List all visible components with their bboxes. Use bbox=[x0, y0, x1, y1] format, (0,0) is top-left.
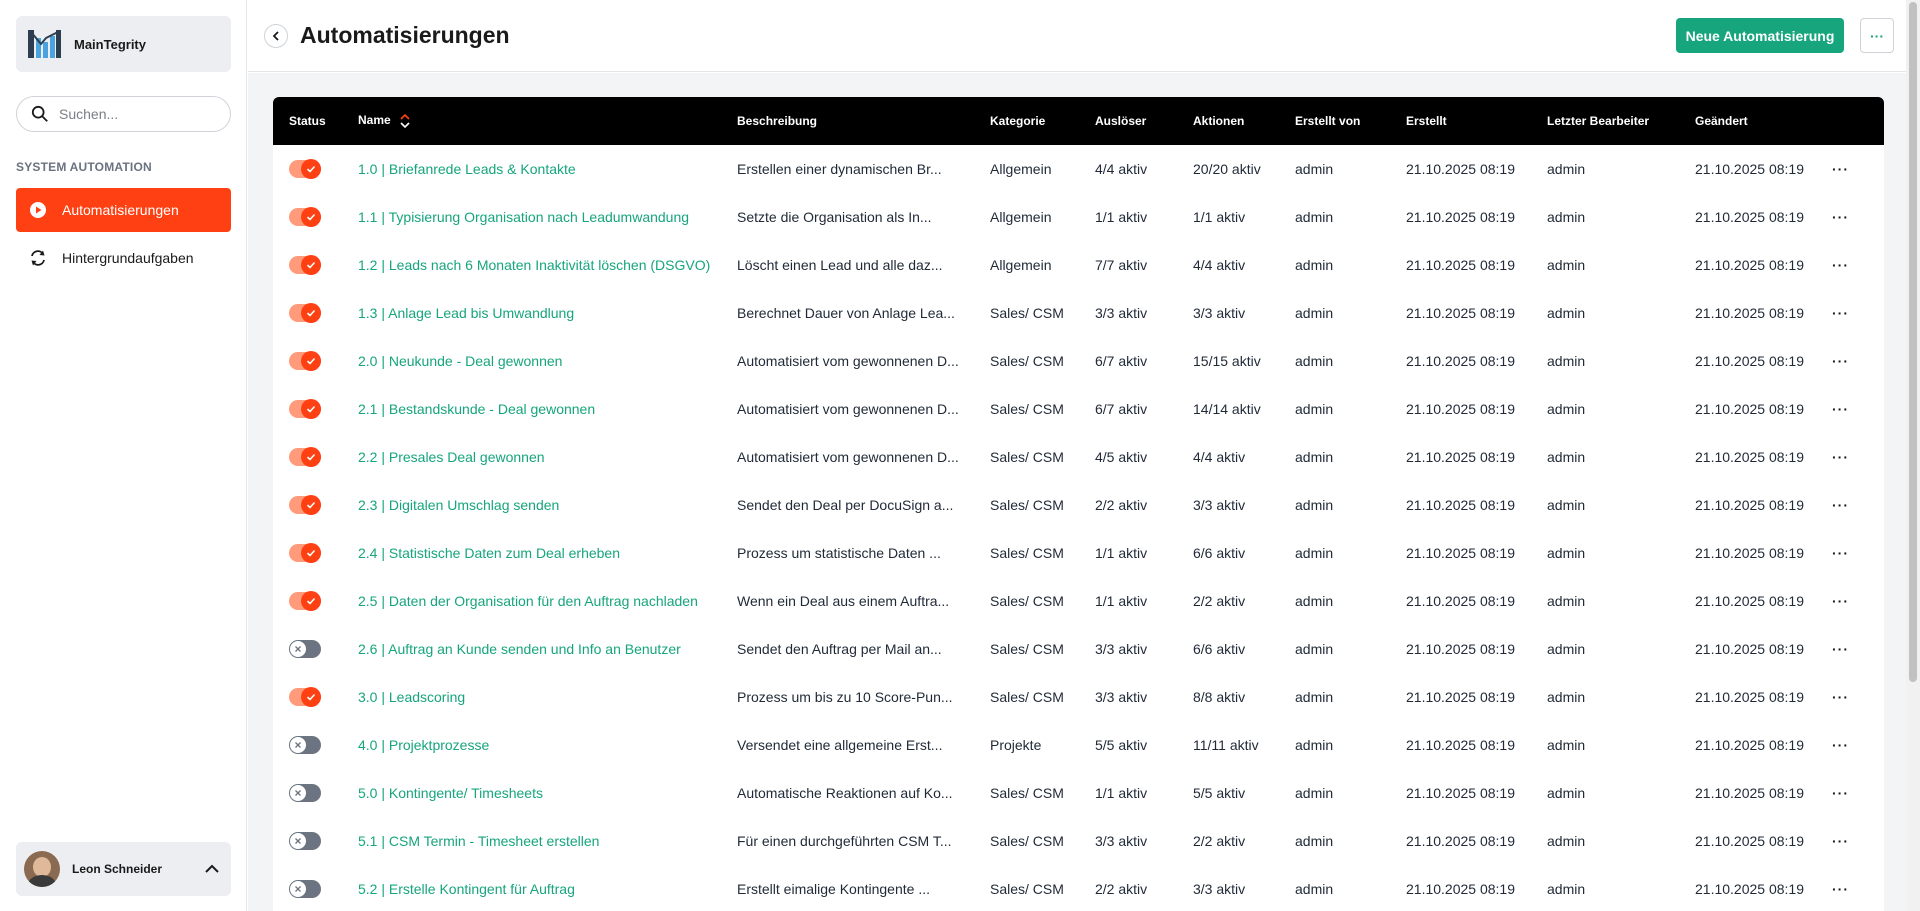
cell-row-menu bbox=[1816, 769, 1884, 817]
user-name: Leon Schneider bbox=[72, 862, 163, 876]
cell-status bbox=[273, 385, 342, 433]
cell-last-editor: admin bbox=[1547, 737, 1586, 753]
main-content bbox=[248, 73, 1906, 911]
cell-actions: 11/11 aktiv bbox=[1193, 737, 1259, 753]
section-label: SYSTEM AUTOMATION bbox=[16, 160, 152, 174]
table-row[interactable] bbox=[273, 433, 1884, 481]
row-menu-button[interactable]: ··· bbox=[1832, 209, 1849, 225]
chevron-left-icon bbox=[270, 30, 282, 42]
refresh-icon bbox=[28, 248, 48, 268]
cell-category: Sales/ CSM bbox=[990, 641, 1064, 657]
cell-description: Erstellen einer dynamischen Br... bbox=[737, 161, 942, 177]
cell-created: 21.10.2025 08:19 bbox=[1406, 257, 1515, 273]
cell-triggers: 6/7 aktiv bbox=[1095, 401, 1148, 417]
cell-changed: 21.10.2025 08:19 bbox=[1695, 209, 1804, 225]
row-menu-button[interactable]: ··· bbox=[1832, 401, 1849, 417]
cell-status bbox=[273, 193, 342, 241]
cell-changed: 21.10.2025 08:19 bbox=[1695, 641, 1804, 657]
cell-status bbox=[273, 721, 342, 769]
cell-triggers: 1/1 aktiv bbox=[1095, 209, 1148, 225]
x-icon bbox=[290, 641, 306, 657]
cell-row-menu bbox=[1816, 673, 1884, 721]
check-icon bbox=[301, 591, 321, 611]
cell-created-by: admin bbox=[1295, 881, 1334, 897]
cell-created-by: admin bbox=[1295, 497, 1334, 513]
row-menu-button[interactable]: ··· bbox=[1832, 161, 1849, 177]
cell-description: Löscht einen Lead und alle daz... bbox=[737, 257, 943, 273]
cell-triggers: 4/5 aktiv bbox=[1095, 449, 1148, 465]
status-toggle[interactable] bbox=[289, 688, 321, 706]
cell-last-editor: admin bbox=[1547, 209, 1586, 225]
status-toggle[interactable] bbox=[289, 880, 321, 898]
cell-actions: 3/3 aktiv bbox=[1193, 305, 1246, 321]
row-menu-button[interactable]: ··· bbox=[1832, 833, 1849, 849]
cell-name[interactable]: 2.5 | Daten der Organisation für den Auftrag nachladen bbox=[358, 593, 698, 609]
cell-actions: 4/4 aktiv bbox=[1193, 257, 1246, 273]
status-toggle[interactable] bbox=[289, 592, 321, 610]
cell-status bbox=[273, 337, 342, 385]
cell-row-menu bbox=[1816, 529, 1884, 577]
table-row[interactable] bbox=[273, 481, 1884, 529]
cell-created: 21.10.2025 08:19 bbox=[1406, 497, 1515, 513]
cell-row-menu bbox=[1816, 193, 1884, 241]
user-menu[interactable] bbox=[16, 842, 231, 896]
more-options-button[interactable] bbox=[1860, 18, 1894, 53]
status-toggle[interactable] bbox=[289, 352, 321, 370]
cell-actions: 5/5 aktiv bbox=[1193, 785, 1246, 801]
column-header-actions bbox=[1816, 97, 1884, 145]
cell-description: Prozess um statistische Daten ... bbox=[737, 545, 941, 561]
cell-name[interactable]: 2.6 | Auftrag an Kunde senden und Info an Benutzer bbox=[358, 641, 681, 657]
new-automation-button[interactable]: Neue Automatisierung bbox=[1676, 18, 1844, 53]
cell-changed: 21.10.2025 08:19 bbox=[1695, 833, 1804, 849]
cell-created: 21.10.2025 08:19 bbox=[1406, 593, 1515, 609]
cell-created: 21.10.2025 08:19 bbox=[1406, 305, 1515, 321]
cell-last-editor: admin bbox=[1547, 257, 1586, 273]
cell-description: Automatisiert vom gewonnenen D... bbox=[737, 353, 959, 369]
cell-description: Für einen durchgeführten CSM T... bbox=[737, 833, 952, 849]
sidebar bbox=[0, 0, 247, 911]
cell-status bbox=[273, 577, 342, 625]
cell-created: 21.10.2025 08:19 bbox=[1406, 545, 1515, 561]
status-toggle[interactable] bbox=[289, 736, 321, 754]
cell-row-menu bbox=[1816, 385, 1884, 433]
column-header-letzter-bearbeiter[interactable]: Letzter Bearbeiter bbox=[1547, 114, 1650, 128]
cell-triggers: 3/3 aktiv bbox=[1095, 833, 1148, 849]
cell-row-menu bbox=[1816, 337, 1884, 385]
cell-created: 21.10.2025 08:19 bbox=[1406, 161, 1515, 177]
cell-row-menu bbox=[1816, 577, 1884, 625]
status-toggle[interactable] bbox=[289, 784, 321, 802]
cell-category: Allgemein bbox=[990, 257, 1052, 273]
column-header-kategorie[interactable]: Kategorie bbox=[990, 114, 1046, 128]
table-row[interactable] bbox=[273, 289, 1884, 337]
cell-name[interactable]: 1.2 | Leads nach 6 Monaten Inaktivität löschen (DSGVO) bbox=[358, 257, 711, 273]
cell-category: Sales/ CSM bbox=[990, 353, 1064, 369]
cell-last-editor: admin bbox=[1547, 593, 1586, 609]
cell-created-by: admin bbox=[1295, 833, 1334, 849]
cell-triggers: 3/3 aktiv bbox=[1095, 305, 1148, 321]
cell-created-by: admin bbox=[1295, 737, 1334, 753]
column-header-ausloeser[interactable]: Auslöser bbox=[1095, 114, 1147, 128]
cell-created-by: admin bbox=[1295, 257, 1334, 273]
chevron-up-icon[interactable] bbox=[203, 860, 221, 878]
cell-row-menu bbox=[1816, 721, 1884, 769]
cell-row-menu bbox=[1816, 481, 1884, 529]
page-header bbox=[248, 0, 1920, 72]
check-icon bbox=[301, 495, 321, 515]
cell-actions: 6/6 aktiv bbox=[1193, 545, 1246, 561]
cell-triggers: 5/5 aktiv bbox=[1095, 737, 1148, 753]
check-icon bbox=[301, 207, 321, 227]
avatar bbox=[24, 851, 60, 887]
cell-last-editor: admin bbox=[1547, 497, 1586, 513]
cell-last-editor: admin bbox=[1547, 353, 1586, 369]
cell-description: Sendet den Auftrag per Mail an... bbox=[737, 641, 942, 657]
cell-name[interactable]: 5.2 | Erstelle Kontingent für Auftrag bbox=[358, 881, 575, 897]
cell-created: 21.10.2025 08:19 bbox=[1406, 689, 1515, 705]
status-toggle[interactable] bbox=[289, 256, 321, 274]
more-icon: ··· bbox=[1870, 27, 1884, 44]
cell-category: Sales/ CSM bbox=[990, 689, 1064, 705]
cell-row-menu bbox=[1816, 817, 1884, 865]
cell-actions: 20/20 aktiv bbox=[1193, 161, 1261, 177]
row-menu-button[interactable]: ··· bbox=[1832, 785, 1849, 801]
cell-created: 21.10.2025 08:19 bbox=[1406, 641, 1515, 657]
cell-created: 21.10.2025 08:19 bbox=[1406, 353, 1515, 369]
cell-description: Sendet den Deal per DocuSign a... bbox=[737, 497, 954, 513]
cell-actions: 4/4 aktiv bbox=[1193, 449, 1246, 465]
cell-name[interactable]: 3.0 | Leadscoring bbox=[358, 689, 466, 705]
cell-triggers: 3/3 aktiv bbox=[1095, 689, 1148, 705]
cell-created: 21.10.2025 08:19 bbox=[1406, 737, 1515, 753]
cell-row-menu bbox=[1816, 241, 1884, 289]
cell-category: Sales/ CSM bbox=[990, 449, 1064, 465]
cell-created-by: admin bbox=[1295, 161, 1334, 177]
row-menu-button[interactable]: ··· bbox=[1832, 593, 1849, 609]
cell-changed: 21.10.2025 08:19 bbox=[1695, 449, 1804, 465]
sidebar-item-automatisierungen[interactable] bbox=[16, 188, 231, 232]
status-toggle[interactable] bbox=[289, 496, 321, 514]
cell-actions: 14/14 aktiv bbox=[1193, 401, 1261, 417]
column-header-label: Name bbox=[358, 113, 391, 128]
cell-name[interactable]: 2.1 | Bestandskunde - Deal gewonnen bbox=[358, 401, 596, 417]
table-row[interactable] bbox=[273, 769, 1884, 817]
column-header-aktionen[interactable]: Aktionen bbox=[1193, 114, 1245, 128]
cell-category: Sales/ CSM bbox=[990, 545, 1064, 561]
cell-name[interactable]: 5.0 | Kontingente/ Timesheets bbox=[358, 785, 543, 801]
cell-changed: 21.10.2025 08:19 bbox=[1695, 497, 1804, 513]
cell-category: Projekte bbox=[990, 737, 1042, 753]
row-menu-button[interactable]: ··· bbox=[1832, 689, 1849, 705]
cell-name[interactable]: 4.0 | Projektprozesse bbox=[358, 737, 490, 753]
status-toggle[interactable] bbox=[289, 448, 321, 466]
cell-triggers: 1/1 aktiv bbox=[1095, 785, 1148, 801]
x-icon bbox=[290, 881, 306, 897]
table-row[interactable] bbox=[273, 625, 1884, 673]
column-header-erstellt-von[interactable]: Erstellt von bbox=[1295, 114, 1361, 128]
cell-category: Sales/ CSM bbox=[990, 401, 1064, 417]
cell-name[interactable]: 2.2 | Presales Deal gewonnen bbox=[358, 449, 545, 465]
cell-last-editor: admin bbox=[1547, 785, 1586, 801]
cell-actions: 2/2 aktiv bbox=[1193, 833, 1246, 849]
cell-created: 21.10.2025 08:19 bbox=[1406, 881, 1515, 897]
check-icon bbox=[301, 447, 321, 467]
check-icon bbox=[301, 687, 321, 707]
cell-actions: 3/3 aktiv bbox=[1193, 497, 1246, 513]
cell-status bbox=[273, 817, 342, 865]
cell-description: Erstellt eimalige Kontingente ... bbox=[737, 881, 930, 897]
cell-created-by: admin bbox=[1295, 209, 1334, 225]
cell-row-menu bbox=[1816, 865, 1884, 911]
cell-last-editor: admin bbox=[1547, 641, 1586, 657]
cell-created: 21.10.2025 08:19 bbox=[1406, 785, 1515, 801]
row-menu-button[interactable]: ··· bbox=[1832, 305, 1849, 321]
cell-created-by: admin bbox=[1295, 641, 1334, 657]
column-header-status[interactable]: Status bbox=[289, 114, 326, 128]
column-header-name[interactable] bbox=[342, 97, 721, 145]
search-icon bbox=[31, 105, 49, 123]
cell-created: 21.10.2025 08:19 bbox=[1406, 401, 1515, 417]
cell-status bbox=[273, 769, 342, 817]
cell-description: Automatisiert vom gewonnenen D... bbox=[737, 401, 959, 417]
cell-changed: 21.10.2025 08:19 bbox=[1695, 689, 1804, 705]
cell-status bbox=[273, 529, 342, 577]
cell-created: 21.10.2025 08:19 bbox=[1406, 833, 1515, 849]
cell-created-by: admin bbox=[1295, 785, 1334, 801]
row-menu-button[interactable]: ··· bbox=[1832, 545, 1849, 561]
search-box[interactable] bbox=[16, 96, 231, 132]
cell-category: Sales/ CSM bbox=[990, 785, 1064, 801]
cell-status bbox=[273, 865, 342, 911]
cell-category: Sales/ CSM bbox=[990, 305, 1064, 321]
status-toggle[interactable] bbox=[289, 832, 321, 850]
cell-status bbox=[273, 145, 342, 193]
cell-description: Automatisiert vom gewonnenen D... bbox=[737, 449, 959, 465]
cell-name[interactable]: 2.4 | Statistische Daten zum Deal erheben bbox=[358, 545, 621, 561]
cell-name[interactable]: 2.0 | Neukunde - Deal gewonnen bbox=[358, 353, 563, 369]
cell-triggers: 7/7 aktiv bbox=[1095, 257, 1148, 273]
cell-actions: 2/2 aktiv bbox=[1193, 593, 1246, 609]
cell-created-by: admin bbox=[1295, 305, 1334, 321]
table-row[interactable] bbox=[273, 385, 1884, 433]
cell-category: Allgemein bbox=[990, 209, 1052, 225]
row-menu-button[interactable]: ··· bbox=[1832, 881, 1849, 897]
cell-changed: 21.10.2025 08:19 bbox=[1695, 353, 1804, 369]
table-row[interactable] bbox=[273, 721, 1884, 769]
cell-actions: 6/6 aktiv bbox=[1193, 641, 1246, 657]
sidebar-item-label: Hintergrundaufgaben bbox=[62, 250, 194, 266]
cell-status bbox=[273, 241, 342, 289]
table-row[interactable] bbox=[273, 145, 1884, 193]
cell-triggers: 2/2 aktiv bbox=[1095, 497, 1148, 513]
row-menu-button[interactable]: ··· bbox=[1832, 641, 1849, 657]
cell-created-by: admin bbox=[1295, 353, 1334, 369]
cell-actions: 15/15 aktiv bbox=[1193, 353, 1261, 369]
page-title: Automatisierungen bbox=[300, 22, 510, 48]
cell-changed: 21.10.2025 08:19 bbox=[1695, 545, 1804, 561]
row-menu-button[interactable]: ··· bbox=[1832, 737, 1849, 753]
row-menu-button[interactable]: ··· bbox=[1832, 497, 1849, 513]
table-row[interactable] bbox=[273, 817, 1884, 865]
sort-icon[interactable] bbox=[400, 113, 410, 129]
cell-status bbox=[273, 433, 342, 481]
table-row[interactable] bbox=[273, 529, 1884, 577]
cell-actions: 1/1 aktiv bbox=[1193, 209, 1246, 225]
cell-last-editor: admin bbox=[1547, 833, 1586, 849]
sidebar-item-hintergrundaufgaben[interactable] bbox=[16, 236, 231, 280]
column-header-erstellt[interactable]: Erstellt bbox=[1406, 114, 1447, 128]
status-toggle[interactable] bbox=[289, 304, 321, 322]
cell-last-editor: admin bbox=[1547, 401, 1586, 417]
cell-triggers: 6/7 aktiv bbox=[1095, 353, 1148, 369]
cell-description: Berechnet Dauer von Anlage Lea... bbox=[737, 305, 955, 321]
table-header-row bbox=[273, 97, 1884, 145]
cell-changed: 21.10.2025 08:19 bbox=[1695, 161, 1804, 177]
cell-created-by: admin bbox=[1295, 593, 1334, 609]
cell-actions: 3/3 aktiv bbox=[1193, 881, 1246, 897]
cell-description: Versendet eine allgemeine Erst... bbox=[737, 737, 943, 753]
cell-created-by: admin bbox=[1295, 449, 1334, 465]
row-menu-button[interactable]: ··· bbox=[1832, 353, 1849, 369]
row-menu-button[interactable]: ··· bbox=[1832, 257, 1849, 273]
cell-changed: 21.10.2025 08:19 bbox=[1695, 257, 1804, 273]
status-toggle[interactable] bbox=[289, 160, 321, 178]
cell-row-menu bbox=[1816, 289, 1884, 337]
check-icon bbox=[301, 255, 321, 275]
column-header-geaendert[interactable]: Geändert bbox=[1695, 114, 1748, 128]
cell-last-editor: admin bbox=[1547, 161, 1586, 177]
cell-category: Sales/ CSM bbox=[990, 593, 1064, 609]
play-circle-icon bbox=[28, 200, 48, 220]
cell-last-editor: admin bbox=[1547, 689, 1586, 705]
check-icon bbox=[301, 543, 321, 563]
x-icon bbox=[290, 737, 306, 753]
cell-category: Allgemein bbox=[990, 161, 1052, 177]
search-input[interactable] bbox=[59, 106, 209, 122]
check-icon bbox=[301, 399, 321, 419]
cell-changed: 21.10.2025 08:19 bbox=[1695, 881, 1804, 897]
cell-triggers: 1/1 aktiv bbox=[1095, 593, 1148, 609]
status-toggle[interactable] bbox=[289, 544, 321, 562]
status-toggle[interactable] bbox=[289, 400, 321, 418]
row-menu-button[interactable]: ··· bbox=[1832, 449, 1849, 465]
cell-status bbox=[273, 673, 342, 721]
cell-row-menu bbox=[1816, 433, 1884, 481]
check-icon bbox=[301, 351, 321, 371]
cell-name[interactable]: 1.3 | Anlage Lead bis Umwandlung bbox=[358, 305, 575, 321]
cell-changed: 21.10.2025 08:19 bbox=[1695, 593, 1804, 609]
cell-triggers: 2/2 aktiv bbox=[1095, 881, 1148, 897]
sidebar-item-label: Automatisierungen bbox=[62, 202, 179, 218]
cell-created: 21.10.2025 08:19 bbox=[1406, 209, 1515, 225]
table-row[interactable] bbox=[273, 673, 1884, 721]
x-icon bbox=[290, 833, 306, 849]
cell-status bbox=[273, 481, 342, 529]
brand[interactable] bbox=[16, 16, 231, 72]
cell-changed: 21.10.2025 08:19 bbox=[1695, 737, 1804, 753]
table-row[interactable] bbox=[273, 241, 1884, 289]
cell-last-editor: admin bbox=[1547, 881, 1586, 897]
cell-triggers: 3/3 aktiv bbox=[1095, 641, 1148, 657]
cell-last-editor: admin bbox=[1547, 545, 1586, 561]
cell-created-by: admin bbox=[1295, 689, 1334, 705]
cell-created-by: admin bbox=[1295, 545, 1334, 561]
cell-last-editor: admin bbox=[1547, 449, 1586, 465]
cell-triggers: 4/4 aktiv bbox=[1095, 161, 1148, 177]
cell-changed: 21.10.2025 08:19 bbox=[1695, 785, 1804, 801]
cell-description: Automatische Reaktionen auf Ko... bbox=[737, 785, 953, 801]
automations-table bbox=[273, 97, 1884, 911]
back-button[interactable] bbox=[264, 24, 288, 48]
cell-description: Setzte die Organisation als In... bbox=[737, 209, 932, 225]
cell-row-menu bbox=[1816, 145, 1884, 193]
cell-description: Wenn ein Deal aus einem Auftra... bbox=[737, 593, 950, 609]
cell-category: Sales/ CSM bbox=[990, 497, 1064, 513]
scrollbar-thumb[interactable] bbox=[1909, 2, 1917, 682]
cell-category: Sales/ CSM bbox=[990, 833, 1064, 849]
table-row[interactable] bbox=[273, 577, 1884, 625]
cell-created: 21.10.2025 08:19 bbox=[1406, 449, 1515, 465]
column-header-beschreibung[interactable]: Beschreibung bbox=[737, 114, 818, 128]
table-row[interactable] bbox=[273, 193, 1884, 241]
check-icon bbox=[301, 303, 321, 323]
cell-status bbox=[273, 289, 342, 337]
automations-table-card bbox=[273, 97, 1884, 911]
scrollbar[interactable] bbox=[1906, 0, 1920, 911]
cell-name[interactable]: 2.3 | Digitalen Umschlag senden bbox=[358, 497, 560, 513]
status-toggle[interactable] bbox=[289, 208, 321, 226]
cell-created-by: admin bbox=[1295, 401, 1334, 417]
check-icon bbox=[301, 159, 321, 179]
maintegrity-logo-icon bbox=[26, 26, 62, 62]
table-row[interactable] bbox=[273, 865, 1884, 911]
cell-changed: 21.10.2025 08:19 bbox=[1695, 305, 1804, 321]
cell-status bbox=[273, 625, 342, 673]
x-icon bbox=[290, 785, 306, 801]
cell-name[interactable]: 1.1 | Typisierung Organisation nach Leadumwandung bbox=[358, 209, 690, 225]
cell-last-editor: admin bbox=[1547, 305, 1586, 321]
cell-triggers: 1/1 aktiv bbox=[1095, 545, 1148, 561]
cell-category: Sales/ CSM bbox=[990, 881, 1064, 897]
table-body bbox=[273, 145, 1884, 911]
cell-changed: 21.10.2025 08:19 bbox=[1695, 401, 1804, 417]
status-toggle[interactable] bbox=[289, 640, 321, 658]
cell-name[interactable]: 1.0 | Briefanrede Leads & Kontakte bbox=[358, 161, 576, 177]
table-row[interactable] bbox=[273, 337, 1884, 385]
cell-description: Prozess um bis zu 10 Score-Pun... bbox=[737, 689, 953, 705]
cell-name[interactable]: 5.1 | CSM Termin - Timesheet erstellen bbox=[358, 833, 600, 849]
brand-name: MainTegrity bbox=[74, 36, 146, 52]
cell-row-menu bbox=[1816, 625, 1884, 673]
cell-actions: 8/8 aktiv bbox=[1193, 689, 1246, 705]
